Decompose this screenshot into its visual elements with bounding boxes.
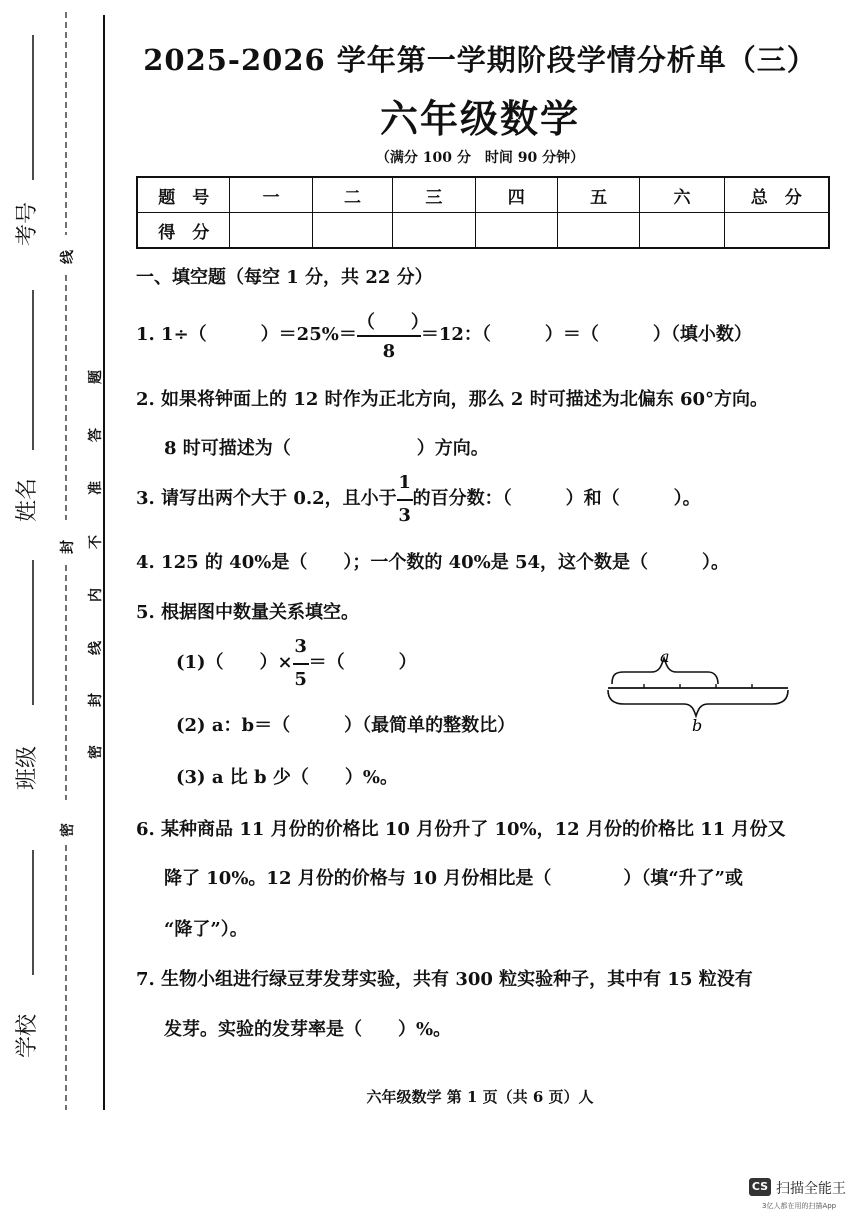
q3-denominator: 3: [398, 505, 411, 526]
notice-char: 内: [88, 588, 104, 602]
score-entry-3[interactable]: [393, 213, 475, 249]
score-cell: 二: [312, 177, 392, 213]
question-2-line-2: 8 时可描述为（ ）方向。: [164, 438, 489, 459]
scanner-brand: 扫描全能王: [776, 1181, 846, 1197]
score-entry-2[interactable]: [312, 213, 392, 249]
question-6-line-2: 降了 10%。12 月份的价格与 10 月份相比是（ ）（填“升了”或: [164, 868, 744, 889]
question-6-line-3: “降了”）。: [164, 919, 248, 940]
scanner-logo-icon: CS: [749, 1178, 771, 1196]
q3-part-b: 的百分数：（ ）和（ ）。: [412, 488, 701, 509]
score-cell: 一: [230, 177, 312, 213]
notice-char: 密: [88, 745, 104, 759]
q3-part-a: 3. 请写出两个大于 0.2，且小于: [136, 488, 397, 509]
question-5: 5. 根据图中数量关系填空。: [136, 602, 360, 623]
question-7-line-2: 发芽。实验的发芽率是（ ）%。: [164, 1019, 452, 1040]
q1-fraction: [356, 306, 429, 364]
score-entry-6[interactable]: [640, 213, 724, 249]
q5-1-fraction: [293, 634, 309, 692]
question-5-1: [176, 634, 417, 692]
score-cell: 四: [475, 177, 557, 213]
exam-subtitle: （满分 100 分 时间 90 分钟）: [375, 150, 585, 166]
binding-lines: [0, 0, 110, 1120]
q1-denominator: 8: [382, 341, 396, 362]
exam-title: 2025-2026 学年第一学期阶段学情分析单（三）: [143, 43, 817, 77]
question-7-line-1: 7. 生物小组进行绿豆芽发芽实验，共有 300 粒实验种子，其中有 15 粒没有: [136, 969, 753, 990]
score-cell: 题 号: [137, 177, 230, 213]
exam-subject: 六年级数学: [379, 96, 580, 141]
label-school: 学校: [15, 1013, 40, 1058]
score-cell: 六: [640, 177, 724, 213]
label-name: 姓名: [15, 477, 40, 522]
question-5-3: (3) a 比 b 少（ ）%。: [176, 767, 398, 788]
q1-part-b: ＝12：（ ）＝（ ）（填小数）: [420, 324, 752, 345]
label-a: a: [660, 648, 670, 666]
notice-char: 答: [88, 428, 104, 442]
score-entry-total[interactable]: [724, 213, 829, 249]
score-table: [136, 176, 830, 249]
q5-1-numerator: 3: [294, 636, 307, 657]
q5-1-denominator: 5: [294, 669, 307, 690]
question-6-line-1: 6. 某种商品 11 月份的价格比 10 月份升了 10%，12 月份的价格比 11 月份又: [136, 819, 786, 840]
q1-part-a: 1. 1÷（ ）＝25%＝: [136, 324, 357, 345]
score-cell: 五: [557, 177, 639, 213]
fraction-bar: [397, 499, 413, 501]
score-cell: 得 分: [137, 213, 230, 249]
score-cell: 总 分: [724, 177, 829, 213]
question-2-line-1: 2. 如果将钟面上的 12 时作为正北方向，那么 2 时可描述为北偏东 60°方向。: [136, 389, 769, 410]
question-4: 4. 125 的 40%是（ ）；一个数的 40%是 54，这个数是（ ）。: [136, 552, 730, 573]
score-table-header-row: [137, 177, 829, 213]
notice-char: 题: [88, 370, 104, 384]
seal-word-line: 线: [60, 250, 76, 264]
score-cell: 三: [393, 177, 475, 213]
notice-char: 线: [88, 641, 104, 655]
score-table-score-row: [137, 213, 829, 249]
score-entry-1[interactable]: [230, 213, 312, 249]
q5-1-part-b: ＝（ ）: [308, 652, 417, 673]
page-footer: 六年级数学 第 1 页（共 6 页）人: [366, 1088, 594, 1106]
segment-diagram: [604, 648, 804, 738]
section-heading: 一、填空题（每空 1 分，共 22 分）: [136, 267, 433, 288]
notice-char: 封: [88, 693, 104, 707]
q3-numerator: 1: [398, 472, 411, 493]
question-1: [136, 306, 752, 364]
q5-1-part-a: (1)（ ）×: [176, 652, 293, 673]
q3-fraction: [397, 470, 413, 528]
question-3: [136, 470, 701, 528]
brace-b: [608, 690, 788, 716]
fraction-bar: [293, 663, 309, 665]
notice-char: 准: [88, 481, 104, 495]
score-entry-4[interactable]: [475, 213, 557, 249]
q1-numerator: （ ）: [356, 312, 429, 333]
score-entry-5[interactable]: [557, 213, 639, 249]
seal-word-secret: 密: [60, 823, 76, 837]
label-class: 班级: [15, 745, 40, 790]
fraction-bar: [357, 335, 421, 337]
label-b: b: [692, 716, 703, 735]
notice-char: 不: [88, 535, 104, 549]
scanner-tagline: 3亿人都在用的扫描App: [762, 1202, 837, 1210]
seal-word-seal: 封: [60, 540, 76, 554]
label-exam-number: 考号: [15, 201, 40, 246]
question-5-2: (2) a：b＝（ ）（最简单的整数比）: [176, 715, 516, 736]
